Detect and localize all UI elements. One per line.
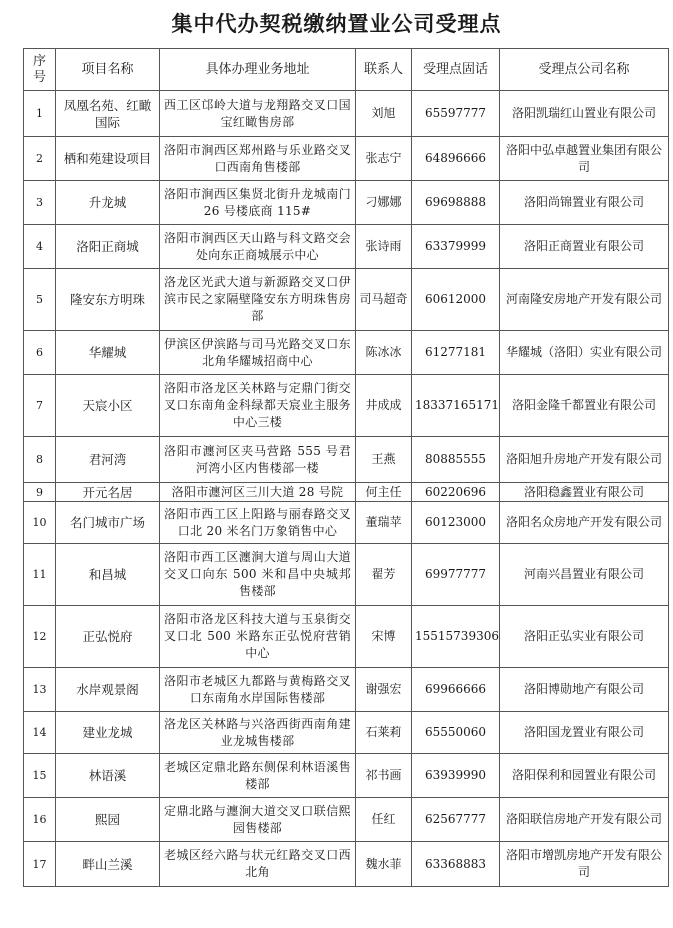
cell-address: 洛阳市涧西区集贤北街升龙城南门 26 号楼底商 115# (160, 181, 356, 225)
cell-project: 建业龙城 (56, 712, 160, 754)
cell-project: 栖和苑建设项目 (56, 137, 160, 181)
cell-company: 河南兴昌置业有限公司 (500, 544, 669, 606)
cell-seq: 16 (24, 798, 56, 842)
cell-phone: 63368883 (412, 842, 500, 887)
cell-seq: 11 (24, 544, 56, 606)
table-row (24, 502, 669, 544)
table-row (24, 225, 669, 269)
header-seq: 序号 (24, 49, 56, 91)
table-row (24, 269, 669, 331)
cell-address: 老城区定鼎北路东侧保利林语溪售楼部 (160, 754, 356, 798)
cell-address: 西工区邙岭大道与龙翔路交叉口国宝红瞰售房部 (160, 91, 356, 137)
table-row (24, 606, 669, 668)
cell-project: 华耀城 (56, 331, 160, 375)
cell-company: 洛阳中弘卓越置业集团有限公司 (500, 137, 669, 181)
cell-address: 老城区经六路与状元红路交叉口西北角 (160, 842, 356, 887)
cell-company: 洛阳联信房地产开发有限公司 (500, 798, 669, 842)
cell-seq: 15 (24, 754, 56, 798)
cell-phone: 60220696 (412, 483, 500, 502)
cell-project: 正弘悦府 (56, 606, 160, 668)
cell-company: 洛阳国龙置业有限公司 (500, 712, 669, 754)
table-row (24, 437, 669, 483)
cell-contact: 张诗雨 (356, 225, 412, 269)
header-company: 受理点公司名称 (500, 49, 669, 91)
cell-phone: 65597777 (412, 91, 500, 137)
table-row (24, 181, 669, 225)
cell-company: 洛阳名众房地产开发有限公司 (500, 502, 669, 544)
cell-project: 天宸小区 (56, 375, 160, 437)
cell-contact: 魏水菲 (356, 842, 412, 887)
cell-contact: 石莱莉 (356, 712, 412, 754)
cell-contact: 何主任 (356, 483, 412, 502)
cell-project: 开元名居 (56, 483, 160, 502)
cell-phone: 60612000 (412, 269, 500, 331)
cell-address: 洛龙区光武大道与新源路交叉口伊滨市民之家隔壁隆安东方明珠售房部 (160, 269, 356, 331)
cell-phone: 63379999 (412, 225, 500, 269)
cell-address: 洛阳市瀍河区夹马营路 555 号君河湾小区内售楼部一楼 (160, 437, 356, 483)
cell-seq: 12 (24, 606, 56, 668)
cell-contact: 陈冰冰 (356, 331, 412, 375)
table-row (24, 668, 669, 712)
cell-company: 洛阳正商置业有限公司 (500, 225, 669, 269)
cell-seq: 14 (24, 712, 56, 754)
cell-contact: 王燕 (356, 437, 412, 483)
cell-phone: 69977777 (412, 544, 500, 606)
table-row (24, 375, 669, 437)
cell-company: 华耀城（洛阳）实业有限公司 (500, 331, 669, 375)
table-row (24, 91, 669, 137)
cell-seq: 4 (24, 225, 56, 269)
table-row (24, 842, 669, 887)
cell-seq: 3 (24, 181, 56, 225)
cell-company: 洛阳市增凯房地产开发有限公司 (500, 842, 669, 887)
cell-address: 洛阳市西工区上阳路与丽春路交叉口北 20 米名门万象销售中心 (160, 502, 356, 544)
cell-seq: 10 (24, 502, 56, 544)
cell-project: 隆安东方明珠 (56, 269, 160, 331)
cell-contact: 司马超奇 (356, 269, 412, 331)
cell-phone: 69698888 (412, 181, 500, 225)
cell-project: 熙园 (56, 798, 160, 842)
cell-project: 和昌城 (56, 544, 160, 606)
header-phone: 受理点固话 (412, 49, 500, 91)
cell-phone: 63939990 (412, 754, 500, 798)
service-points-table (23, 48, 669, 887)
cell-company: 洛阳保利和园置业有限公司 (500, 754, 669, 798)
cell-contact: 井成成 (356, 375, 412, 437)
header-project: 项目名称 (56, 49, 160, 91)
table-body (24, 91, 669, 887)
cell-address: 洛阳市西工区瀍涧大道与周山大道交叉口向东 500 米和昌中央城邦售楼部 (160, 544, 356, 606)
cell-seq: 7 (24, 375, 56, 437)
cell-seq: 2 (24, 137, 56, 181)
cell-contact: 翟芳 (356, 544, 412, 606)
page-title: 集中代办契税缴纳置业公司受理点 (171, 12, 502, 36)
cell-phone: 15515739306 (412, 606, 500, 668)
cell-project: 畔山兰溪 (56, 842, 160, 887)
table-row (24, 137, 669, 181)
cell-address: 洛阳市洛龙区关林路与定鼎门街交叉口东南角金科绿都天宸业主服务中心三楼 (160, 375, 356, 437)
cell-seq: 9 (24, 483, 56, 502)
cell-project: 水岸观景阁 (56, 668, 160, 712)
cell-address: 洛阳市涧西区天山路与科文路交会处向东正商城展示中心 (160, 225, 356, 269)
cell-company: 洛阳凯瑞红山置业有限公司 (500, 91, 669, 137)
cell-phone: 18337165171 (412, 375, 500, 437)
cell-contact: 谢强宏 (356, 668, 412, 712)
cell-phone: 64896666 (412, 137, 500, 181)
cell-phone: 62567777 (412, 798, 500, 842)
cell-phone: 65550060 (412, 712, 500, 754)
cell-address: 定鼎北路与瀍涧大道交叉口联信熙园售楼部 (160, 798, 356, 842)
cell-project: 林语溪 (56, 754, 160, 798)
cell-contact: 刁娜娜 (356, 181, 412, 225)
cell-address: 洛龙区关林路与兴洛西街西南角建业龙城售楼部 (160, 712, 356, 754)
cell-project: 洛阳正商城 (56, 225, 160, 269)
table-row (24, 483, 669, 502)
cell-contact: 任红 (356, 798, 412, 842)
cell-phone: 69966666 (412, 668, 500, 712)
cell-company: 洛阳稳鑫置业有限公司 (500, 483, 669, 502)
cell-address: 洛阳市洛龙区科技大道与玉泉街交叉口北 500 米路东正弘悦府营销中心 (160, 606, 356, 668)
table-row (24, 754, 669, 798)
cell-project: 名门城市广场 (56, 502, 160, 544)
cell-project: 升龙城 (56, 181, 160, 225)
table-row (24, 798, 669, 842)
table-row (24, 544, 669, 606)
cell-contact: 董瑞苹 (356, 502, 412, 544)
cell-phone: 80885555 (412, 437, 500, 483)
cell-phone: 61277181 (412, 331, 500, 375)
cell-seq: 6 (24, 331, 56, 375)
cell-company: 河南隆安房地产开发有限公司 (500, 269, 669, 331)
cell-address: 洛阳市瀍河区三川大道 28 号院 (160, 483, 356, 502)
cell-project: 君河湾 (56, 437, 160, 483)
cell-company: 洛阳金隆千都置业有限公司 (500, 375, 669, 437)
cell-project: 凤凰名苑、红瞰国际 (56, 91, 160, 137)
cell-contact: 宋博 (356, 606, 412, 668)
header-contact: 联系人 (356, 49, 412, 91)
cell-seq: 13 (24, 668, 56, 712)
cell-address: 洛阳市老城区九都路与黄梅路交叉口东南角水岸国际售楼部 (160, 668, 356, 712)
cell-seq: 1 (24, 91, 56, 137)
cell-seq: 5 (24, 269, 56, 331)
table-row (24, 712, 669, 754)
cell-seq: 8 (24, 437, 56, 483)
cell-company: 洛阳博勋地产有限公司 (500, 668, 669, 712)
cell-company: 洛阳正弘实业有限公司 (500, 606, 669, 668)
cell-contact: 祁书画 (356, 754, 412, 798)
cell-seq: 17 (24, 842, 56, 887)
cell-company: 洛阳旭升房地产开发有限公司 (500, 437, 669, 483)
cell-address: 洛阳市涧西区郑州路与乐业路交叉口西南角售楼部 (160, 137, 356, 181)
table-header-row (24, 49, 669, 91)
cell-contact: 刘旭 (356, 91, 412, 137)
cell-contact: 张志宁 (356, 137, 412, 181)
header-address: 具体办理业务地址 (160, 49, 356, 91)
cell-company: 洛阳尚锦置业有限公司 (500, 181, 669, 225)
cell-address: 伊滨区伊滨路与司马光路交叉口东北角华耀城招商中心 (160, 331, 356, 375)
cell-phone: 60123000 (412, 502, 500, 544)
table-row (24, 331, 669, 375)
